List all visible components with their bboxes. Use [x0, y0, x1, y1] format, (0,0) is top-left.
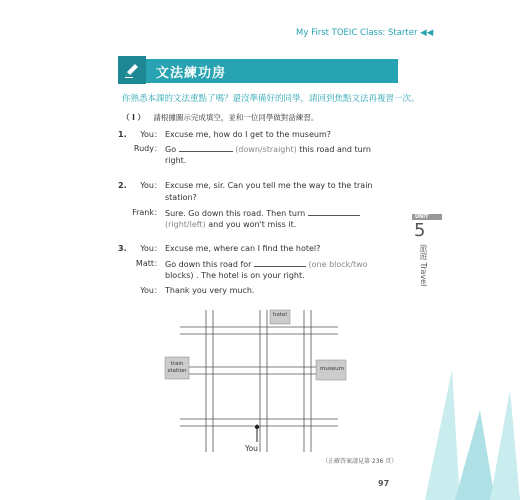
dialogue-line: right.	[165, 156, 187, 165]
dialogue-line	[165, 144, 371, 155]
hint-text: (right/left)	[165, 220, 206, 229]
speaker-label: You：	[140, 181, 162, 190]
hint-text: (down/straight)	[235, 145, 297, 154]
pen-icon	[118, 56, 146, 84]
speaker-label: Frank：	[132, 208, 162, 217]
speaker-label: Matt：	[135, 259, 162, 268]
answer-blank[interactable]	[308, 208, 360, 216]
dialogue-line: blocks) . The hotel is on your right.	[165, 271, 305, 280]
dialogue-line	[165, 208, 360, 219]
answer-blank[interactable]	[179, 144, 233, 152]
chapter-number: 5	[414, 220, 426, 241]
street-map	[160, 302, 360, 452]
train-station-label	[166, 361, 188, 375]
text-segment: and you won't miss it.	[208, 220, 297, 229]
text-segment: Go down this road for	[165, 260, 252, 269]
text-segment: this road and turn	[299, 145, 371, 154]
speaker-label: You：	[140, 286, 162, 295]
instruction-numeral: （ I ）	[122, 113, 146, 122]
dialogue-line	[165, 259, 368, 270]
chapter-tab-label: UNIT	[415, 214, 429, 220]
station-label-line: station	[167, 368, 187, 374]
answer-blank[interactable]	[254, 259, 306, 267]
hint-text: (one block/two	[308, 260, 368, 269]
section-title: 文法練功房	[156, 66, 227, 81]
dialogue-line: Excuse me, sir. Can you tell me the way to the train	[165, 181, 373, 190]
item-number: 3.	[118, 244, 127, 253]
corner-decoration	[400, 350, 520, 500]
you-label: You	[245, 444, 258, 453]
instruction	[122, 112, 318, 123]
item-number: 2.	[118, 181, 127, 190]
page-number: 97	[378, 479, 390, 488]
speaker-label: Rudy：	[133, 144, 162, 153]
dialogue-line: Excuse me, where can I find the hotel?	[165, 244, 321, 253]
dialogue-line: Excuse me, how do I get to the museum?	[165, 130, 332, 139]
arrow-up-icon	[255, 424, 260, 442]
speaker-label: You：	[140, 244, 162, 253]
museum-label: museum	[320, 366, 344, 372]
dialogue-line: Thank you very much.	[165, 286, 255, 295]
instruction-text: 請根據圖示完成填空，並和一位同學做對話練習。	[153, 113, 319, 122]
text-segment: Sure. Go down this road. Then turn	[165, 209, 306, 218]
answer-note: （正確答案請見第 236 頁）	[322, 458, 398, 465]
intro-text: 你熟悉本課的文法重點了嗎？還沒準備好的同學，請回到焦點文法再複習一次。	[122, 94, 420, 104]
text-segment: Go	[165, 145, 177, 154]
speaker-label: You：	[140, 130, 162, 139]
dialogue-line	[165, 220, 296, 230]
item-number: 1.	[118, 130, 127, 139]
station-label-line: train	[170, 361, 184, 367]
running-head: My First TOEIC Class: Starter ◀◀	[296, 28, 434, 38]
hotel-label: hotel	[273, 312, 287, 318]
dialogue-line: station?	[165, 193, 197, 202]
chapter-name: 旅遊 Travel	[419, 244, 428, 287]
